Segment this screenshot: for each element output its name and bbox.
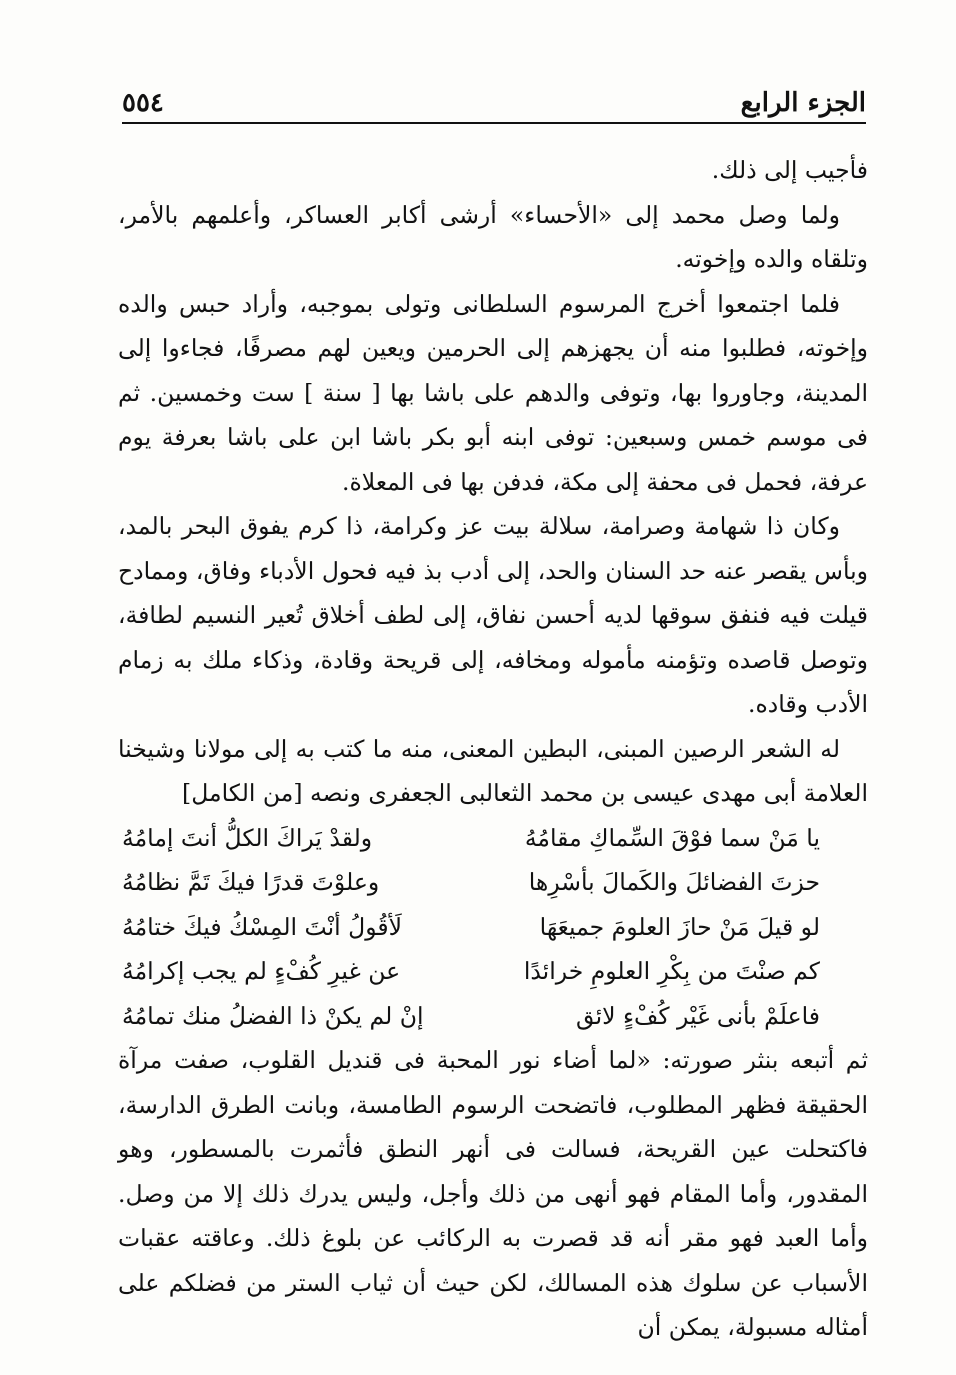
poem: [118, 816, 868, 1039]
verse-second-hemistich: إنْ لم يكنْ ذا الفضلُ منك تمامُهُ: [122, 1001, 424, 1030]
poem-verse: [122, 949, 820, 994]
poem-verse: [122, 905, 820, 950]
verse-first-hemistich: كم صنْتَ من بِكْرِ العلومِ خرائدًا: [523, 957, 820, 985]
verse-first-hemistich: فاعلَمْ بأنى غَيْر كُفْءٍ لائق: [576, 1001, 820, 1030]
poem-verse: [122, 816, 820, 861]
poem-verse: [122, 994, 820, 1039]
page-body: [118, 148, 868, 1350]
verse-second-hemistich: عن غيرِ كُفْءٍ لم يجب إكرامُهُ: [122, 957, 401, 985]
verse-first-hemistich: يا مَنْ سما فوْقَ السِّماكِ مقامُهُ: [524, 823, 820, 852]
paragraph: ولما وصل محمد إلى «الأحساء» أرشى أكابر العساكر، وأعلمهم بالأمر، وتلقاه والده وإخوته.: [118, 200, 868, 273]
poem-verse: [122, 860, 820, 905]
running-header: [122, 72, 866, 118]
paragraph: له الشعر الرصين المبنى، البطين المعنى، منه ما كتب به إلى مولانا وشيخنا العلامة أبى مهدى عيسى بن محمد الثعالبى الجعفرى ونصه [من الكامل]: [118, 734, 868, 807]
page-number: ٥٥٤: [122, 88, 164, 118]
paragraph: وكان ذا شهامة وصرامة، سلالة بيت عز وكرامة، ذا كرم يفوق البحر بالمد، وبأس يقصر عنه حد السنان والحد، إلى أدب بذ فيه فحول الأدباء وفاق، وممادح قيلت فيه فنفق سوقها لديه أحسن نفاق، إلى لطف أخلاق تُعير النسيم لطافة، وتوصل قاصده وتؤمنه مأموله ومخافه، إلى قريحة وقادة، وذكاء ملك به زمام الأدب وقاده.: [118, 512, 868, 718]
verse-second-hemistich: وعلوْتَ قدرًا فيكَ تَمَّ نظامُهُ: [122, 868, 380, 896]
part-title: الجزء الرابع: [740, 88, 866, 118]
verse-first-hemistich: لو قيلَ مَنْ حازَ العلومَ جميعَهَا: [539, 912, 820, 941]
verse-second-hemistich: لَأقُولُ أنْتَ المِسْكُ فيكَ ختامُهُ: [122, 912, 403, 941]
paragraph: فلما اجتمعوا أخرج المرسوم السلطانى وتولى بموجبه، وأراد حبس والده وإخوته، فطلبوا منه أن يجهزهم إلى الحرمين ويعين لهم مصرفًا، فجاءوا إلى المدينة، وجاوروا بها، وتوفى والدهم على باشا بها [ سنة ] ست وخمسين. ثم فى موسم خمس وسبعين: توفى ابنه أبو بكر باشا ابن على باشا بعرفة يوم عرفة، فحمل فى محفة إلى مكة، فدفن بها فى المعلاة.: [118, 289, 868, 496]
paragraph: فأجيب إلى ذلك.: [711, 156, 868, 184]
header-divider: [122, 122, 866, 124]
verse-first-hemistich: حزتَ الفضائلَ والكَمالَ بأسْرِها: [528, 868, 820, 896]
closing-paragraph: ثم أتبعه بنثر صورته: «لما أضاء نور المحبة فى قنديل القلوب، صفت مرآة الحقيقة فظهر المطلوب، فاتضحت الرسوم الطامسة، وبانت الطرق الدارسة، فاكتحلت عين القريحة، فسالت فى أنهر النطق فأثمرت بالمسطور، وهو المقدور، وأما المقام فهو أنهى من ذلك وأجل، وليس يدرك ذلك إلا من وصل. وأما العبد فهو مقر أنه قد قصرت به الركائب عن بلوغ ذلك. وعاقته عقبات الأسباب عن سلوك هذه المسالك، لكن حيث أن ثياب الستر من فضلكم على أمثاله مسبولة، يمكن أن: [118, 1046, 868, 1341]
verse-second-hemistich: ولقدْ يَراكَ الكلُّ أنتَ إمامُهُ: [122, 823, 373, 852]
